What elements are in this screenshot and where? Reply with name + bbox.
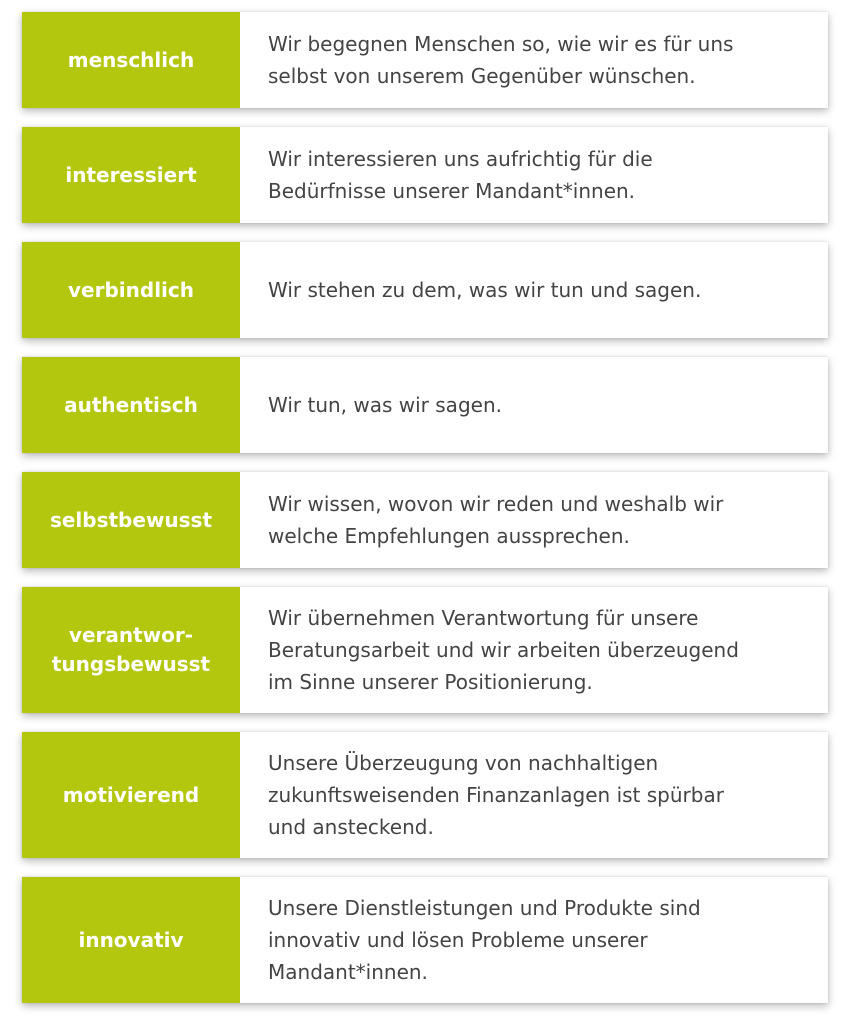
value-term: verbindlich — [22, 242, 240, 338]
value-row-selbstbewusst — [22, 472, 828, 568]
value-description: Wir interessieren uns aufrichtig für die Bedürfnisse unserer Mandant*innen. — [268, 147, 653, 203]
value-term: innovativ — [22, 877, 240, 1003]
value-description: Wir begegnen Menschen so, wie wir es für uns selbst von unserem Gegenüber wünschen. — [268, 32, 734, 88]
value-row-authentisch — [22, 357, 828, 453]
value-term: interessiert — [22, 127, 240, 223]
value-row-menschlich — [22, 12, 828, 108]
value-term: motivierend — [22, 732, 240, 858]
value-row-motivierend — [22, 732, 828, 858]
value-description: Unsere Überzeugung von nachhaltigen zukunftsweisenden Finanzanlagen ist spürbar und ansteckend. — [268, 751, 724, 839]
value-description: Wir tun, was wir sagen. — [268, 393, 502, 417]
value-term: selbstbewusst — [22, 472, 240, 568]
value-row-innovativ — [22, 877, 828, 1003]
value-description: Wir wissen, wovon wir reden und weshalb wir welche Empfehlungen aussprechen. — [268, 492, 724, 548]
value-term: authentisch — [22, 357, 240, 453]
value-term: menschlich — [22, 12, 240, 108]
value-description: Unsere Dienstleistungen und Produkte sind innovativ und lösen Probleme unserer Mandant*innen. — [268, 896, 701, 984]
value-row-verantwortungsbewusst — [22, 587, 828, 713]
value-term: verantwor- tungsbewusst — [22, 587, 240, 713]
value-row-verbindlich — [22, 242, 828, 338]
value-description: Wir stehen zu dem, was wir tun und sagen. — [268, 278, 702, 302]
value-row-interessiert — [22, 127, 828, 223]
value-description: Wir übernehmen Verantwortung für unsere Beratungsarbeit und wir arbeiten überzeugend im Sinne unserer Positionierung. — [268, 606, 739, 694]
